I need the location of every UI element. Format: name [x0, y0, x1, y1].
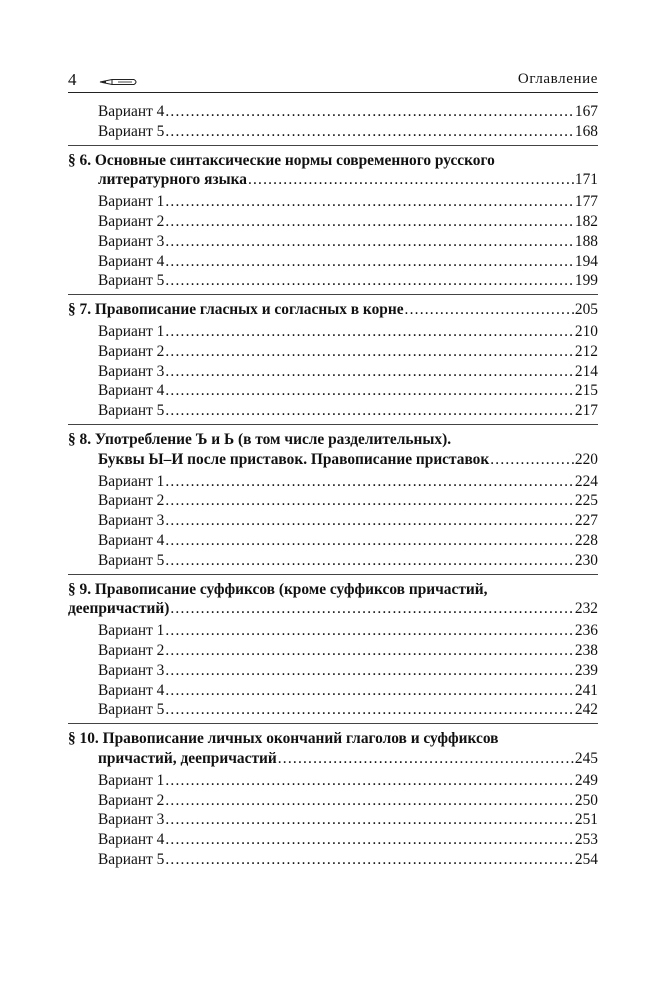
toc-entry-label: Вариант 4	[98, 103, 165, 120]
toc-page-number: 168	[574, 122, 598, 140]
leader-dots	[165, 401, 574, 421]
toc-entry-variant[interactable]	[68, 771, 598, 791]
toc-entry-variant[interactable]	[68, 322, 598, 342]
toc-page-number: 251	[574, 811, 598, 829]
section-divider	[68, 145, 598, 146]
toc-entry-label: причастий, деепричастий	[98, 749, 277, 767]
toc-page-number: 182	[574, 212, 598, 230]
leader-dots	[248, 170, 574, 190]
toc-entry-label: Вариант 3	[98, 811, 165, 829]
toc-entry-label: Вариант 3	[98, 512, 165, 530]
toc-page-number: 212	[574, 342, 598, 360]
leader-dots	[490, 450, 574, 470]
toc-entry-section[interactable]	[68, 430, 598, 450]
toc-entry-section[interactable]	[68, 170, 598, 190]
toc-entry-label: Вариант 3	[98, 232, 165, 250]
toc-entry-variant[interactable]	[68, 271, 598, 291]
page-number: 4	[68, 70, 77, 89]
leader-dots	[165, 472, 574, 492]
leader-dots	[165, 271, 574, 291]
toc-page-number: 215	[574, 382, 598, 400]
leader-dots	[165, 122, 574, 142]
toc-entry-variant[interactable]	[68, 362, 598, 382]
toc-entry-label: Вариант 1	[98, 193, 165, 211]
leader-dots	[165, 661, 574, 681]
toc-page-number: 232	[574, 600, 598, 618]
toc-entry-label: § 9. Правописание суффиксов (кроме суффиксов причастий,	[68, 580, 488, 598]
toc-page-number: 188	[574, 232, 598, 250]
toc-page-number: 245	[574, 749, 598, 767]
toc-entry-section[interactable]	[68, 450, 598, 470]
leader-dots	[165, 252, 574, 272]
toc-entry-variant[interactable]	[68, 830, 598, 850]
toc-entry-variant[interactable]	[68, 381, 598, 401]
toc-entry-label: Вариант 4	[98, 252, 165, 270]
leader-dots	[165, 362, 574, 382]
toc-entry-label: § 7. Правописание гласных и согласных в корне	[68, 301, 404, 319]
toc-entry-label: деепричастий)	[68, 600, 170, 618]
toc-entry-variant[interactable]	[68, 791, 598, 811]
leader-dots	[165, 830, 574, 850]
toc-entry-label: Вариант 3	[98, 362, 165, 380]
toc-entry-label: Вариант 5	[98, 402, 165, 420]
leader-dots	[165, 621, 574, 641]
toc-entry-variant[interactable]	[68, 102, 598, 122]
toc-page-number: 177	[574, 193, 598, 211]
toc-entry-label: Вариант 5	[98, 701, 165, 719]
toc-entry-variant[interactable]	[68, 850, 598, 870]
toc-page-number: 239	[574, 661, 598, 679]
toc-entry-variant[interactable]	[68, 700, 598, 720]
toc-entry-variant[interactable]	[68, 212, 598, 232]
toc-page-number: 238	[574, 641, 598, 659]
toc-entry-variant[interactable]	[68, 491, 598, 511]
toc-entry-label: Вариант 5	[98, 551, 165, 569]
running-title: Оглавление	[517, 71, 598, 87]
toc-page-number: 227	[574, 512, 598, 530]
toc-entry-label: Вариант 3	[98, 661, 165, 679]
leader-dots	[165, 491, 574, 511]
toc-entry-section[interactable]	[68, 151, 598, 171]
leader-dots	[165, 192, 574, 212]
leader-dots	[165, 850, 574, 870]
toc-entry-variant[interactable]	[68, 192, 598, 212]
toc-entry-variant[interactable]	[68, 511, 598, 531]
leader-dots	[405, 300, 574, 320]
toc-page-number: 241	[574, 681, 598, 699]
toc-entry-label: Вариант 4	[98, 681, 165, 699]
toc-entry-variant[interactable]	[68, 232, 598, 252]
leader-dots	[165, 322, 574, 342]
toc-entry-label: § 8. Употребление Ъ и Ь (в том числе разделительных).	[68, 430, 452, 448]
leader-dots	[278, 749, 574, 769]
toc-entry-variant[interactable]	[68, 472, 598, 492]
toc-entry-section[interactable]	[68, 580, 598, 600]
toc-entry-variant[interactable]	[68, 252, 598, 272]
toc-entry-label: § 6. Основные синтаксические нормы современного русского	[68, 151, 495, 169]
toc-page-number: 254	[574, 850, 598, 868]
toc-page-number: 220	[574, 450, 598, 468]
toc-entry-label: Вариант 5	[98, 850, 165, 868]
toc-entry-label: Вариант 1	[98, 622, 165, 640]
toc-entry-variant[interactable]	[68, 621, 598, 641]
toc-page-number: 205	[574, 301, 598, 319]
leader-dots	[165, 531, 574, 551]
leader-dots	[170, 599, 574, 619]
leader-dots	[165, 791, 574, 811]
leader-dots	[165, 232, 574, 252]
toc-entry-label: Вариант 1	[98, 771, 165, 789]
leader-dots	[165, 681, 574, 701]
toc-entry-label: Вариант 5	[98, 272, 165, 290]
toc-entry-label: Вариант 5	[98, 122, 165, 140]
toc-page-number: 236	[574, 622, 598, 640]
leader-dots	[165, 810, 574, 830]
toc-page-number: 217	[574, 402, 598, 420]
pen-icon	[98, 76, 140, 88]
toc-entry-section[interactable]	[68, 599, 598, 619]
leader-dots	[165, 342, 574, 362]
toc-entry-label: Вариант 1	[98, 472, 165, 490]
toc-entry-label: Вариант 4	[98, 531, 165, 549]
toc-entry-label: Буквы Ы–И после приставок. Правописание приставок	[98, 450, 490, 468]
toc-entry-label: литературного языка	[98, 171, 247, 189]
toc-entry-section[interactable]	[68, 729, 598, 749]
toc-entry-label: Вариант 2	[98, 791, 165, 809]
leader-dots	[165, 102, 574, 122]
leader-dots	[165, 641, 574, 661]
section-divider	[68, 294, 598, 295]
toc-entry-variant[interactable]	[68, 122, 598, 142]
toc-entry-variant[interactable]	[68, 661, 598, 681]
toc-entry-label: Вариант 4	[98, 831, 165, 849]
page-header	[68, 70, 598, 92]
toc-entry-variant[interactable]	[68, 342, 598, 362]
section-divider	[68, 424, 598, 425]
leader-dots	[165, 212, 574, 232]
toc-entry-variant[interactable]	[68, 531, 598, 551]
toc-entry-variant[interactable]	[68, 681, 598, 701]
table-of-contents	[68, 102, 598, 870]
toc-entry-section[interactable]	[68, 749, 598, 769]
toc-page-number: 250	[574, 791, 598, 809]
leader-dots	[165, 381, 574, 401]
toc-page-number: 199	[574, 272, 598, 290]
toc-page-number: 253	[574, 831, 598, 849]
toc-page-number: 242	[574, 701, 598, 719]
toc-entry-label: Вариант 2	[98, 342, 165, 360]
toc-page-number: 167	[574, 103, 598, 120]
toc-entry-section[interactable]	[68, 300, 598, 320]
toc-page-number: 210	[574, 322, 598, 340]
leader-dots	[165, 700, 574, 720]
toc-entry-label: § 10. Правописание личных окончаний глаголов и суффиксов	[68, 730, 499, 748]
toc-page-number: 171	[574, 171, 598, 189]
leader-dots	[165, 511, 574, 531]
toc-page-number: 249	[574, 771, 598, 789]
header-rule	[68, 92, 598, 93]
section-divider	[68, 723, 598, 724]
toc-entry-variant[interactable]	[68, 551, 598, 571]
toc-entry-variant[interactable]	[68, 810, 598, 830]
leader-dots	[165, 771, 574, 791]
toc-entry-label: Вариант 1	[98, 322, 165, 340]
toc-entry-variant[interactable]	[68, 641, 598, 661]
toc-entry-label: Вариант 4	[98, 382, 165, 400]
toc-entry-variant[interactable]	[68, 401, 598, 421]
toc-page-number: 214	[574, 362, 598, 380]
toc-entry-label: Вариант 2	[98, 212, 165, 230]
toc-page-number: 230	[574, 551, 598, 569]
section-divider	[68, 574, 598, 575]
toc-page-number: 224	[574, 472, 598, 490]
toc-page-number: 225	[574, 492, 598, 510]
toc-page-number: 228	[574, 531, 598, 549]
toc-page-number: 194	[574, 252, 598, 270]
toc-entry-label: Вариант 2	[98, 641, 165, 659]
leader-dots	[165, 551, 574, 571]
toc-entry-label: Вариант 2	[98, 492, 165, 510]
